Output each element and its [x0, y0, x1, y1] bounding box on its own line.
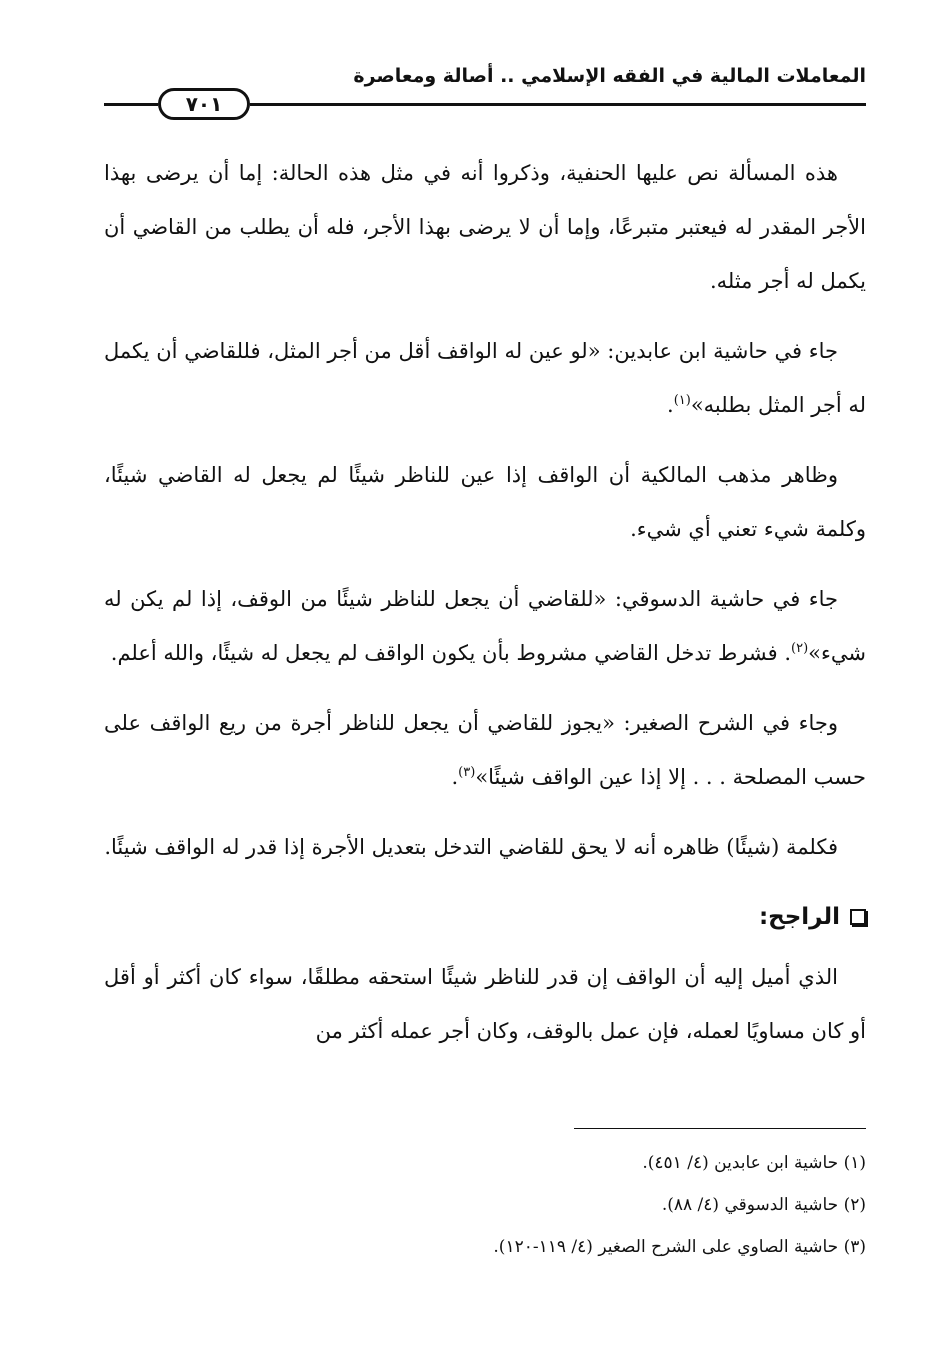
page-number-badge: ٧٠١	[158, 88, 250, 120]
footnotes	[166, 1142, 866, 1268]
paragraph-3-text: وظاهر مذهب المالكية أن الواقف إذا عين للناظر شيئًا لم يجعل له القاضي شيئًا، وكلمة شيء تعني أي شيء.	[104, 463, 866, 541]
paragraph-3	[104, 448, 866, 556]
square-bullet-icon	[850, 909, 866, 925]
running-header-title: المعاملات المالية في الفقه الإسلامي .. أصالة ومعاصرة	[353, 65, 866, 87]
paragraph-5	[104, 696, 866, 804]
footnote-ref-3: (٣)	[458, 765, 476, 780]
footnote-2: (٢) حاشية الدسوقي (٤/ ٨٨).	[661, 1195, 866, 1215]
paragraph-2-tail: .	[667, 393, 674, 417]
footnote-ref-2: (٢)	[791, 641, 809, 656]
paragraph-2	[104, 324, 866, 432]
paragraph-1-text: هذه المسألة نص عليها الحنفية، وذكروا أنه في مثل هذه الحالة: إما أن يرضى بهذا الأجر المقدر له فيعتبر متبرعًا، وإما أن لا يرضى بهذا الأجر، فله أن يطلب من القاضي أن يكمل له أجر مثله.	[104, 161, 866, 293]
paragraph-4-text: جاء في حاشية الدسوقي: «للقاضي أن يجعل للناظر شيئًا من الوقف، إذا لم يكن له شيء»	[104, 587, 866, 665]
paragraph-4-tail: . فشرط تدخل القاضي مشروط بأن يكون الواقف لم يجعل له شيئًا، والله أعلم.	[110, 641, 792, 665]
paragraph-6-text: فكلمة (شيئًا) ظاهره أنه لا يحق للقاضي التدخل بتعديل الأجرة إذا قدر له الواقف شيئًا.	[104, 835, 838, 859]
paragraph-2-text: جاء في حاشية ابن عابدين: «لو عين له الواقف أقل من أجر المثل، فللقاضي أن يكمل له أجر المثل بطلبه»	[104, 339, 866, 417]
footnote-separator	[574, 1128, 866, 1129]
section-paragraph-text: الذي أميل إليه أن الواقف إن قدر للناظر شيئًا استحقه مطلقًا، سواء كان أكثر أو أقل أو كان مساويًا لعمله، فإن عمل بالوقف، وكان أجر عمله أكثر من	[104, 965, 866, 1043]
paragraph-5-text: وجاء في الشرح الصغير: «يجوز للقاضي أن يجعل للناظر أجرة من ريع الواقف على حسب المصلحة . . . إلا إذا عين الواقف شيئًا»	[104, 711, 866, 789]
paragraph-1	[104, 146, 866, 308]
paragraph-4	[104, 572, 866, 680]
header-rule-left	[104, 103, 158, 106]
footnote-1: (١) حاشية ابن عابدين (٤/ ٤٥١).	[642, 1153, 866, 1173]
header-rule-right	[250, 103, 866, 106]
section-heading	[104, 890, 866, 944]
body-text	[104, 146, 866, 1074]
paragraph-6	[104, 820, 866, 874]
footnote-ref-1: (١)	[673, 393, 691, 408]
section-paragraph	[104, 950, 866, 1058]
paragraph-5-tail: .	[451, 765, 459, 789]
footnote-3: (٣) حاشية الصاوي على الشرح الصغير (٤/ ١١٩-١٢٠).	[493, 1237, 866, 1257]
section-heading-text: الراجح:	[758, 904, 840, 930]
